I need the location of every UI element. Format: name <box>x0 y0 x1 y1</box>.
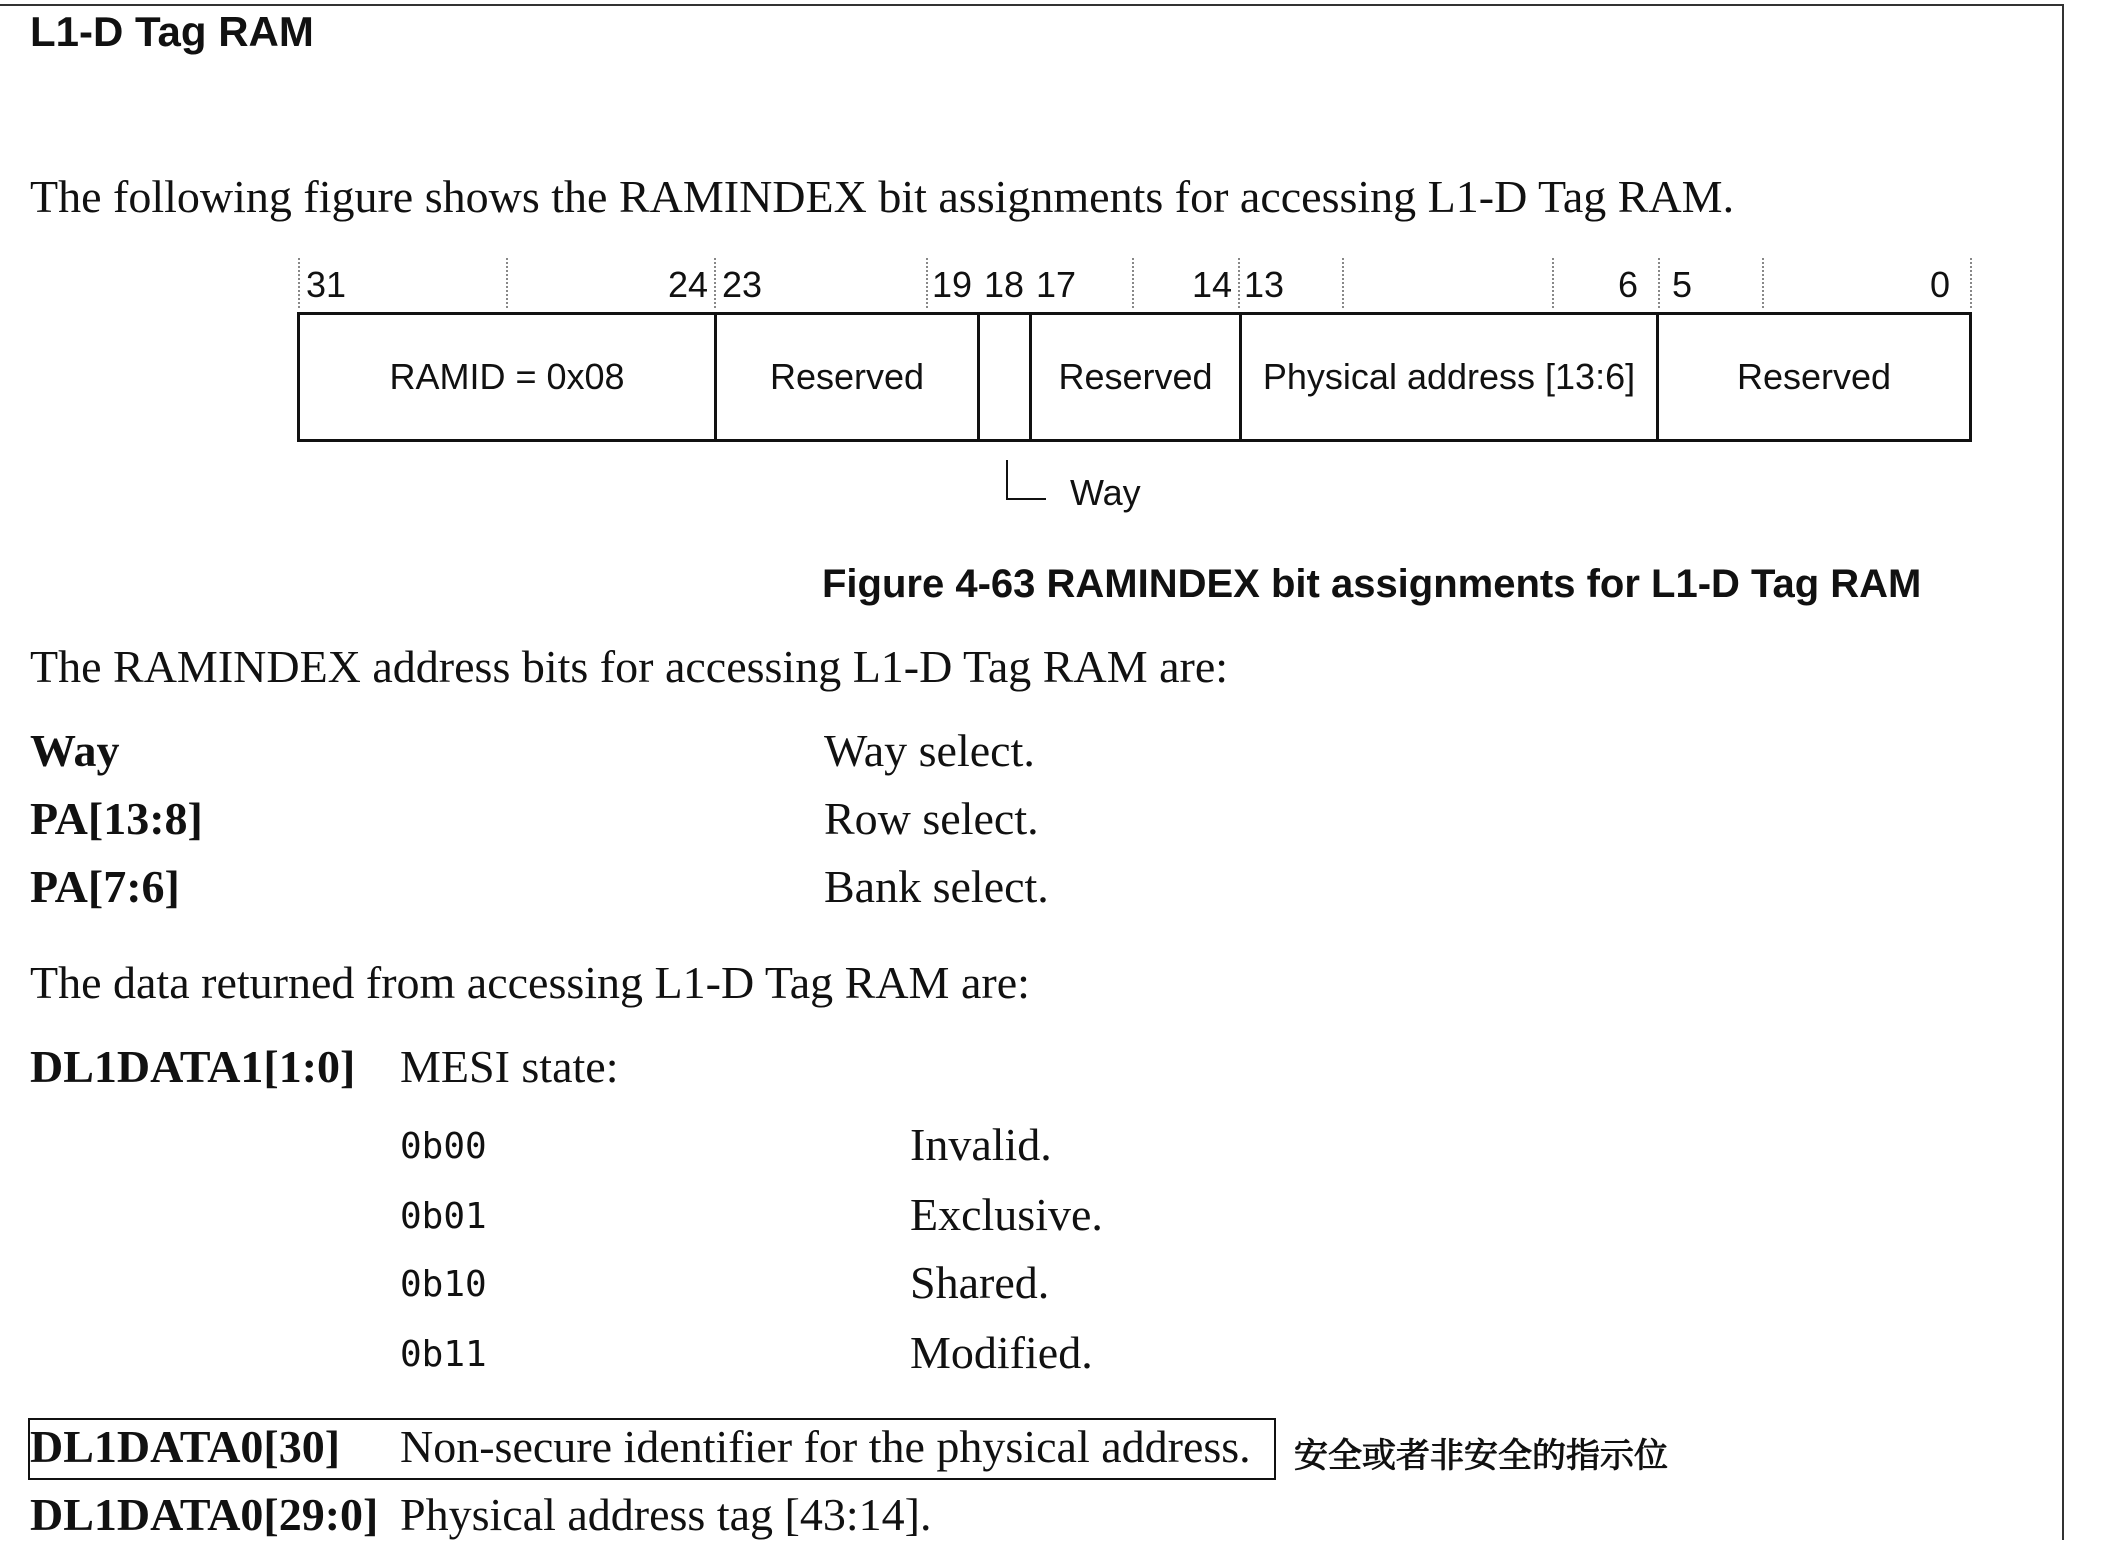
term-way: Way <box>30 725 120 776</box>
bit-label: 24 <box>668 264 709 305</box>
bit-label: 6 <box>1618 264 1639 305</box>
mesi-meaning: Modified. <box>910 1327 1093 1378</box>
way-bracket <box>1006 460 1046 500</box>
field-way-bit <box>977 312 1032 442</box>
bit-label: 17 <box>1036 264 1077 305</box>
bit-tick <box>506 258 508 308</box>
term-dl1data0-29-0: DL1DATA0[29:0] <box>30 1489 379 1540</box>
mesi-code: 0b10 <box>400 1264 487 1305</box>
mesi-code: 0b11 <box>400 1334 487 1375</box>
mesi-code: 0b00 <box>400 1126 487 1167</box>
field-reserved-5-0: Reserved <box>1656 312 1972 442</box>
bit-label: 23 <box>722 264 763 305</box>
desc-pa-13-8: Row select. <box>824 793 1039 844</box>
intro-text: The following figure shows the RAMINDEX bit assignments for accessing L1-D Tag RAM. <box>30 171 1735 222</box>
bit-tick <box>1970 258 1972 308</box>
address-bits-intro: The RAMINDEX address bits for accessing L1-D Tag RAM are: <box>30 641 1229 692</box>
field-ramid: RAMID = 0x08 <box>297 312 717 442</box>
figure-caption: Figure 4-63 RAMINDEX bit assignments for L1-D Tag RAM <box>822 562 1922 606</box>
bit-tick <box>1658 258 1660 308</box>
bit-label: 14 <box>1192 264 1233 305</box>
term-pa-7-6: PA[7:6] <box>30 861 180 912</box>
term-dl1data0-30: DL1DATA0[30] <box>30 1421 341 1472</box>
field-reserved-17-14: Reserved <box>1029 312 1242 442</box>
bit-tick <box>1132 258 1134 308</box>
desc-way: Way select. <box>824 725 1035 776</box>
annotation-note: 安全或者非安全的指示位 <box>1294 1437 1668 1475</box>
term-pa-13-8: PA[13:8] <box>30 793 203 844</box>
desc-pa-7-6: Bank select. <box>824 861 1049 912</box>
section-title: L1-D Tag RAM <box>30 8 314 55</box>
mesi-meaning: Invalid. <box>910 1119 1052 1170</box>
bit-label: 18 <box>984 264 1025 305</box>
mesi-code: 0b01 <box>400 1196 487 1237</box>
bit-tick <box>1552 258 1554 308</box>
bit-label: 0 <box>1930 264 1951 305</box>
data-intro: The data returned from accessing L1-D Tag RAM are: <box>30 957 1030 1008</box>
bit-label: 5 <box>1672 264 1693 305</box>
bit-label: 31 <box>306 264 347 305</box>
mesi-meaning: Exclusive. <box>910 1189 1103 1240</box>
field-physical-address: Physical address [13:6] <box>1239 312 1659 442</box>
bit-tick <box>1762 258 1764 308</box>
bit-tick <box>298 258 300 308</box>
bit-tick <box>926 258 928 308</box>
desc-mesi: MESI state: <box>400 1041 619 1092</box>
desc-dl1data0-30: Non-secure identifier for the physical address. <box>400 1421 1251 1472</box>
bit-label: 13 <box>1244 264 1285 305</box>
field-reserved-23-19: Reserved <box>714 312 980 442</box>
bit-tick <box>1238 258 1240 308</box>
way-label: Way <box>1070 472 1141 513</box>
desc-dl1data0-29-0: Physical address tag [43:14]. <box>400 1489 932 1540</box>
term-dl1data1: DL1DATA1[1:0] <box>30 1041 356 1092</box>
mesi-meaning: Shared. <box>910 1257 1050 1308</box>
bit-label: 19 <box>932 264 973 305</box>
bit-tick <box>714 258 716 308</box>
bit-tick <box>1342 258 1344 308</box>
